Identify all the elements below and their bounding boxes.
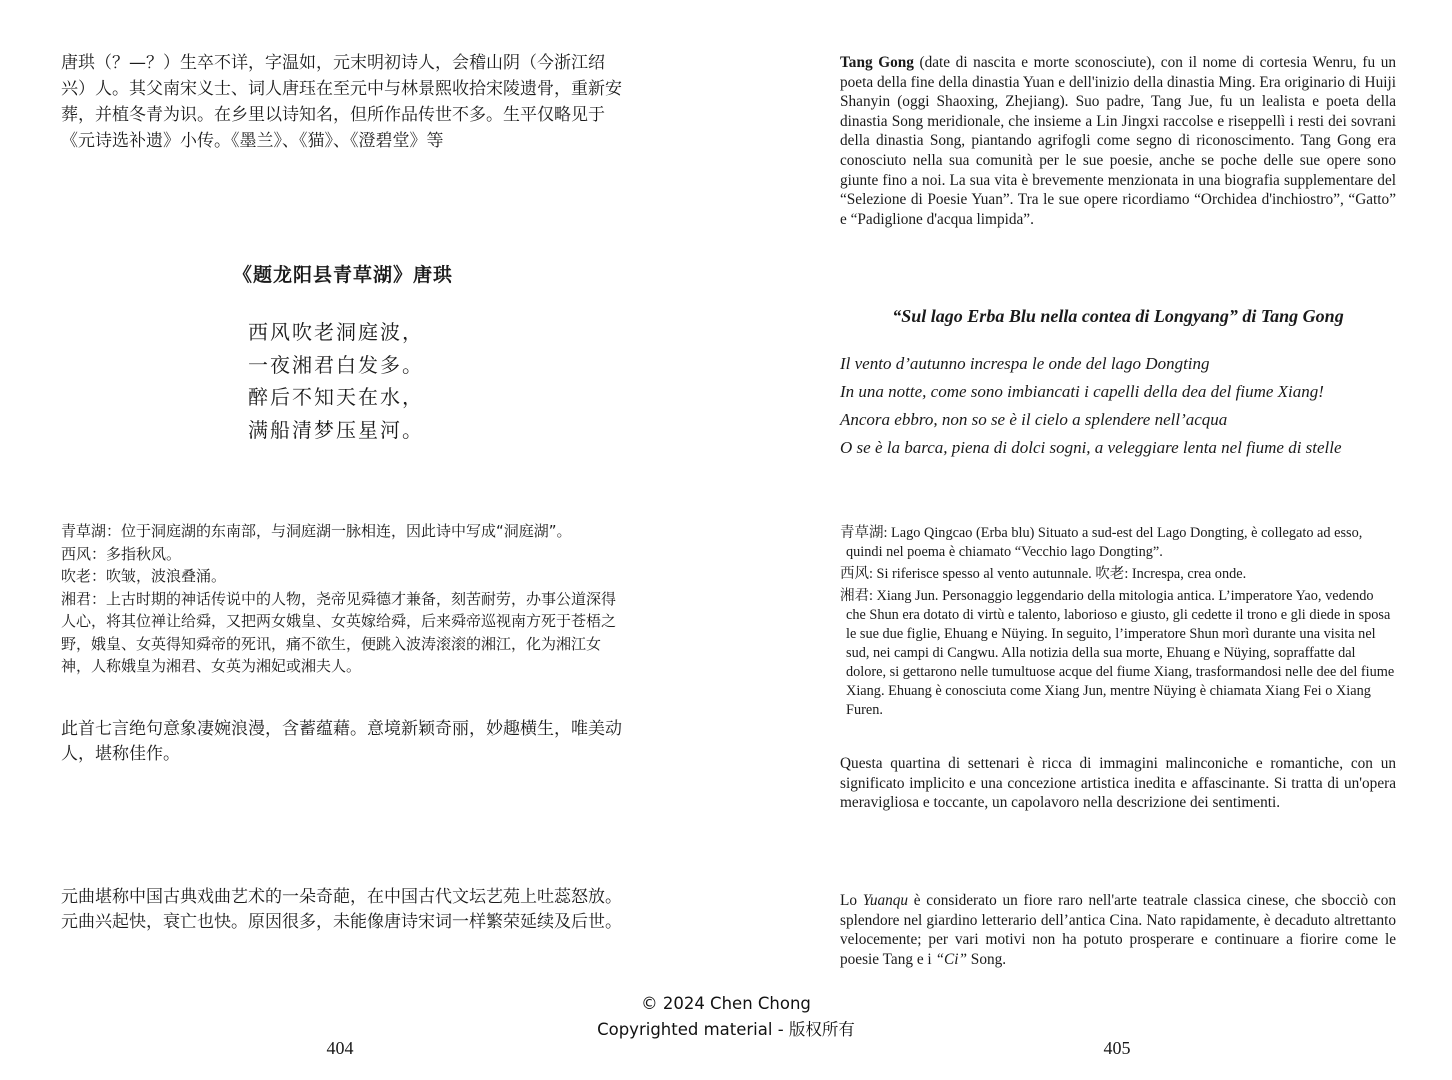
yuanqu-text: è considerato un fiore raro nell'arte teatrale classica cinese, che sbocciò con splendore nel giardino letterario dell’antica Cina. Nato rapidamente, è decaduto altrettanto velocemente; per vari motivi non ha potuto prosperare e continuare a fiorire come le poesie Tang e i: [840, 892, 1396, 968]
italian-poem-line: In una notte, come sono imbiancati i capelli della dea del fiume Xiang!: [840, 382, 1324, 401]
note-text: : Increspa, crea onde.: [1124, 566, 1247, 582]
italian-bio-text: (date di nascita e morte sconosciute), con il nome di cortesia Wenru, fu un poeta della fine della dinastia Yuan e dell'inizio della dinastia Ming. Era originario di Huiji Shanyin (oggi Shaoxing, Zhejiang). Suo padre, Tang Jue, fu un lealista e poeta della dinastia Song meridionale, che insieme a Lin Jingxi raccolse e riseppellì i resti dei sovrani della dinastia Song, piantando agrifogli come segno di riconoscimento. Tang Gong era conosciuto nella sua comunità per le sue poesie, anche se poche delle sue opere sono giunte fino a noi. La sua vita è brevemente menzionata in una biografia supplementare del “Selezione di Poesie Yuan”. Tra le sue opere ricordiamo “Orchidea d'inchiostro”, “Gatto” e “Padiglione d'acqua limpida”.: [840, 54, 1396, 228]
italian-note-qingcaohu: [840, 524, 1396, 562]
chinese-poem-line: 西风吹老洞庭波，: [248, 320, 424, 344]
italian-poem-line: O se è la barca, piena di dolci sogni, a veleggiare lenta nel fiume di stelle: [840, 438, 1342, 457]
copyright-notice: [426, 991, 1026, 1043]
copyright-line: © 2024 Chen Chong: [641, 994, 811, 1013]
chinese-poem-line: 一夜湘君白发多。: [248, 352, 424, 377]
chinese-notes: [61, 520, 623, 678]
chinese-author-bio: 唐珙（？—？）生卒不详，字温如，元末明初诗人，会稽山阴（今浙江绍兴）人。其父南宋义士、词人唐珏在至元中与林景熙收拾宋陵遗骨，重新安葬，并植冬青为识。在乡里以诗知名，但所作品传世不多。生平仅略见于《元诗选补遗》小传。《墨兰》、《猫》、《澄碧堂》等: [61, 53, 622, 151]
italian-note-xifeng-chuilao: [840, 565, 1396, 584]
chinese-note-xifeng: 西风：多指秋风。: [61, 544, 182, 563]
left-page-number: 404: [326, 1038, 354, 1058]
note-text: : Si riferisce spesso al vento autunnale.: [869, 566, 1096, 582]
note-text: : Xiang Jun. Personaggio leggendario della mitologia antica. L’imperatore Yao, vedendo che Shun era dotato di virtù e talento, laborioso e giusto, gli cedette il trono e gli diede in sposa le sue due figlie, Ehuang e Nüying. In seguito, l’imperatore Shun morì durante una visita nel sud, nei campi di Cangwu. Alla notizia della sua morte, Ehuang e Nüying, sopraffatte dal dolore, si gettarono nelle tumultuose acque del fiume Xiang, trasformandosi nelle dee del fiume Xiang. Ehuang è conosciuta come Xiang Jun, mentre Nüying è chiamata Xiang Fei o Xiang Furen.: [846, 588, 1395, 718]
italian-poem-line: Il vento d’autunno increspa le onde del lago Dongting: [840, 354, 1210, 373]
note-term: 吹老: [1095, 566, 1125, 582]
yuanqu-term: Yuanqu: [862, 892, 909, 909]
italian-commentary: Questa quartina di settenari è ricca di immagini malinconiche e romantiche, con un significato implicito e una concezione artistica inedita e affascinante. Si tratta di un'opera meravigliosa e toccante, un capolavoro nella descrizione dei sentimenti.: [840, 755, 1396, 812]
chinese-commentary: 此首七言绝句意象凄婉浪漫，含蓄蕴藉。意境新颖奇丽，妙趣横生，唯美动人，堪称佳作。: [61, 719, 622, 764]
chinese-note-xiangjun: 湘君：上古时期的神话传说中的人物，尧帝见舜德才兼备，刻苦耐劳，办事公道深得人心，将其位禅让给舜，又把两女娥皇、女英嫁给舜，后来舜帝巡视南方死于苍梧之野，娥皇、女英得知舜帝的死讯，痛不欲生，便跳入波涛滚滚的湘江，化为湘江女神，人称娥皇为湘君、女英为湘妃或湘夫人。: [61, 589, 617, 675]
copyright-line: Copyrighted material - 版权所有: [597, 1020, 855, 1039]
note-term: 湘君: [840, 588, 869, 604]
italian-author-bio: [840, 53, 1396, 229]
chinese-yuanqu-intro: 元曲堪称中国古典戏曲艺术的一朵奇葩，在中国古代文坛艺苑上吐蕊怒放。元曲兴起快，衰亡也快。原因很多，未能像唐诗宋词一样繁荣延续及后世。: [61, 887, 622, 932]
right-page-number: 405: [1103, 1038, 1131, 1058]
right-page: [726, 0, 1452, 1080]
italian-notes: [840, 524, 1396, 723]
author-name: Tang Gong: [840, 54, 914, 71]
italian-yuanqu-intro: [840, 891, 1396, 969]
chinese-poem-line: 满船清梦压星河。: [248, 417, 424, 442]
chinese-poem: [248, 316, 508, 446]
note-text: : Lago Qingcao (Erba blu) Situato a sud-est del Lago Dongting, è collegato ad esso, quindi nel poema è chiamato “Vecchio lago Dongting”.: [846, 525, 1363, 560]
italian-poem-line: Ancora ebbro, non so se è il cielo a splendere nell’acqua: [840, 410, 1228, 429]
chinese-note-chuilao: 吹老：吹皱，波浪叠涌。: [61, 567, 227, 585]
ci-term: “Ci”: [935, 950, 967, 968]
italian-poem: [840, 350, 1396, 462]
chinese-note-qingcaohu: 青草湖：位于洞庭湖的东南部，与洞庭湖一脉相连，因此诗中写成“洞庭湖”。: [61, 522, 572, 540]
chinese-poem-line: 醉后不知天在水，: [248, 385, 424, 409]
note-term: 西风: [840, 566, 869, 582]
yuanqu-text: Song.: [966, 950, 1007, 968]
chinese-poem-title: 《题龙阳县青草湖》唐珙: [232, 264, 453, 286]
italian-poem-title: “Sul lago Erba Blu nella contea di Longyang” di Tang Gong: [892, 306, 1344, 326]
yuanqu-text: Lo: [840, 892, 863, 909]
note-term: 青草湖: [840, 525, 884, 541]
italian-note-xiangjun: [840, 587, 1396, 720]
